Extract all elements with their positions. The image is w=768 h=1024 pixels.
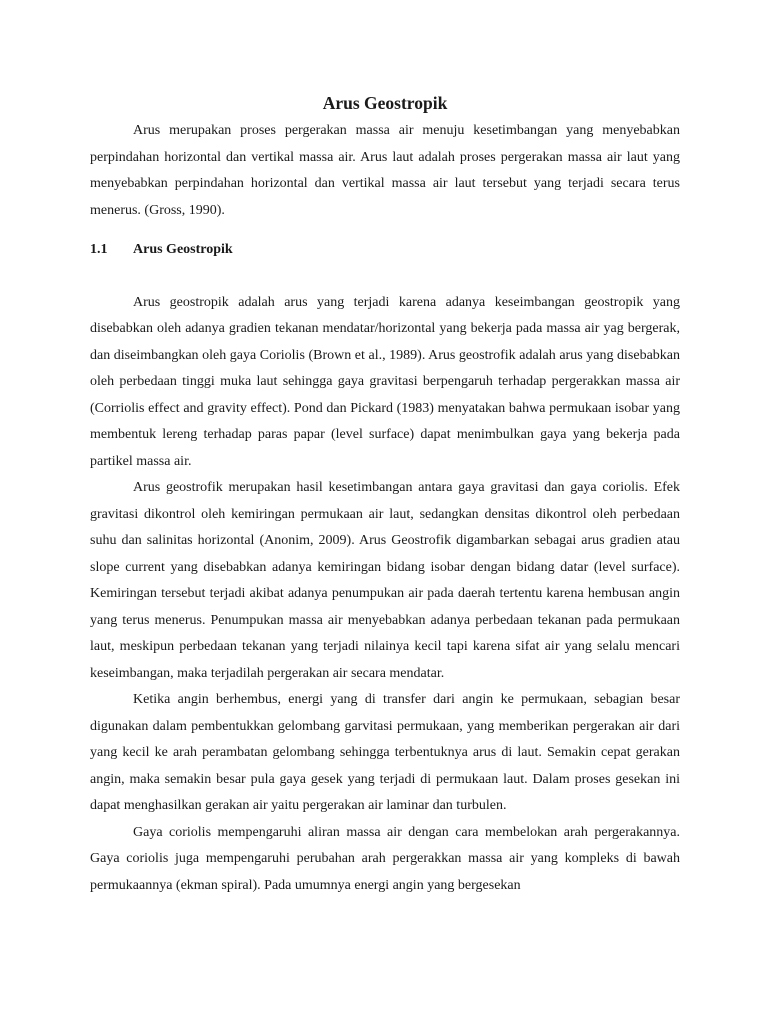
document-title: Arus Geostropik (322, 93, 448, 113)
body-paragraph: Ketika angin berhembus, energi yang di transfer dari angin ke permukaan, sebagian besar digunakan dalam pembentukkan gelombang garvitasi permukaan, yang memberikan pergerakan air dari yang kecil ke arah perambatan gelombang sehingga terbentuknya arus di laut. Semakin cepat gerakan angin, maka semakin besar pula gaya gesek yang terjadi di permukaan laut. Dalam proses gesekan ini dapat menghasilkan gerakan air yaitu pergerakan air laminar dan turbulen. (90, 692, 680, 813)
intro-paragraph: Arus merupakan proses pergerakan massa air menuju kesetimbangan yang menyebabkan perpindahan horizontal dan vertikal massa air. Arus laut adalah proses pergerakan massa air laut yang menyebabkan perpindahan horizontal dan vertikal massa air laut tersebut yang terjadi secara terus menerus. (Gross, 1990). (90, 123, 680, 218)
body-paragraph: Gaya coriolis mempengaruhi aliran massa air dengan cara membelokan arah pergerakannya. Gaya coriolis juga mempengaruhi perubahan arah pergerakkan massa air yang kompleks di bawah permukaannya (ekman spiral). Pada umumnya energi angin yang bergesekan (90, 824, 680, 893)
section-number: 1.1 (90, 242, 108, 257)
document-page (90, 88, 680, 899)
body-paragraph: Arus geostropik adalah arus yang terjadi karena adanya keseimbangan geostropik yang disebabkan oleh adanya gradien tekanan mendatar/horizontal yang bekerja pada massa air yag bergerak, dan diseimbangkan oleh gaya Coriolis (Brown et al., 1989). Arus geostrofik adalah arus yang disebabkan oleh perbedaan tinggi muka laut sehingga gaya gravitasi berpengaruh terhadap pergerakkan massa air (Corriolis effect and gravity effect). Pond dan Pickard (1983) menyatakan bahwa permukaan isobar yang membentuk lereng terhadap paras papar (level surface) dapat menimbulkan gaya yang bekerja pada partikel massa air. (90, 294, 680, 469)
section-heading (90, 237, 680, 264)
body-paragraph: Arus geostrofik merupakan hasil kesetimbangan antara gaya gravitasi dan gaya coriolis. Efek gravitasi dikontrol oleh kemiringan permukaan air laut, sedangkan densitas dikontrol oleh perbedaan suhu dan salinitas horizontal (Anonim, 2009). Arus Geostrofik digambarkan sebagai arus gradien atau slope current yang disebabkan adanya kemiringan bidang isobar dengan bidang datar (level surface). Kemiringan tersebut terjadi akibat adanya penumpukan air pada daerah tertentu karena hembusan angin yang terus menerus. Penumpukan massa air menyebabkan adanya perbedaan tekanan pada permukaan laut, meskipun perbedaan tekanan yang terjadi nilainya kecil tapi karena sifat air yang selalu mencari keseimbangan, maka terjadilah pergerakan air secara mendatar. (90, 480, 680, 681)
section-title: Arus Geostropik (133, 242, 233, 257)
